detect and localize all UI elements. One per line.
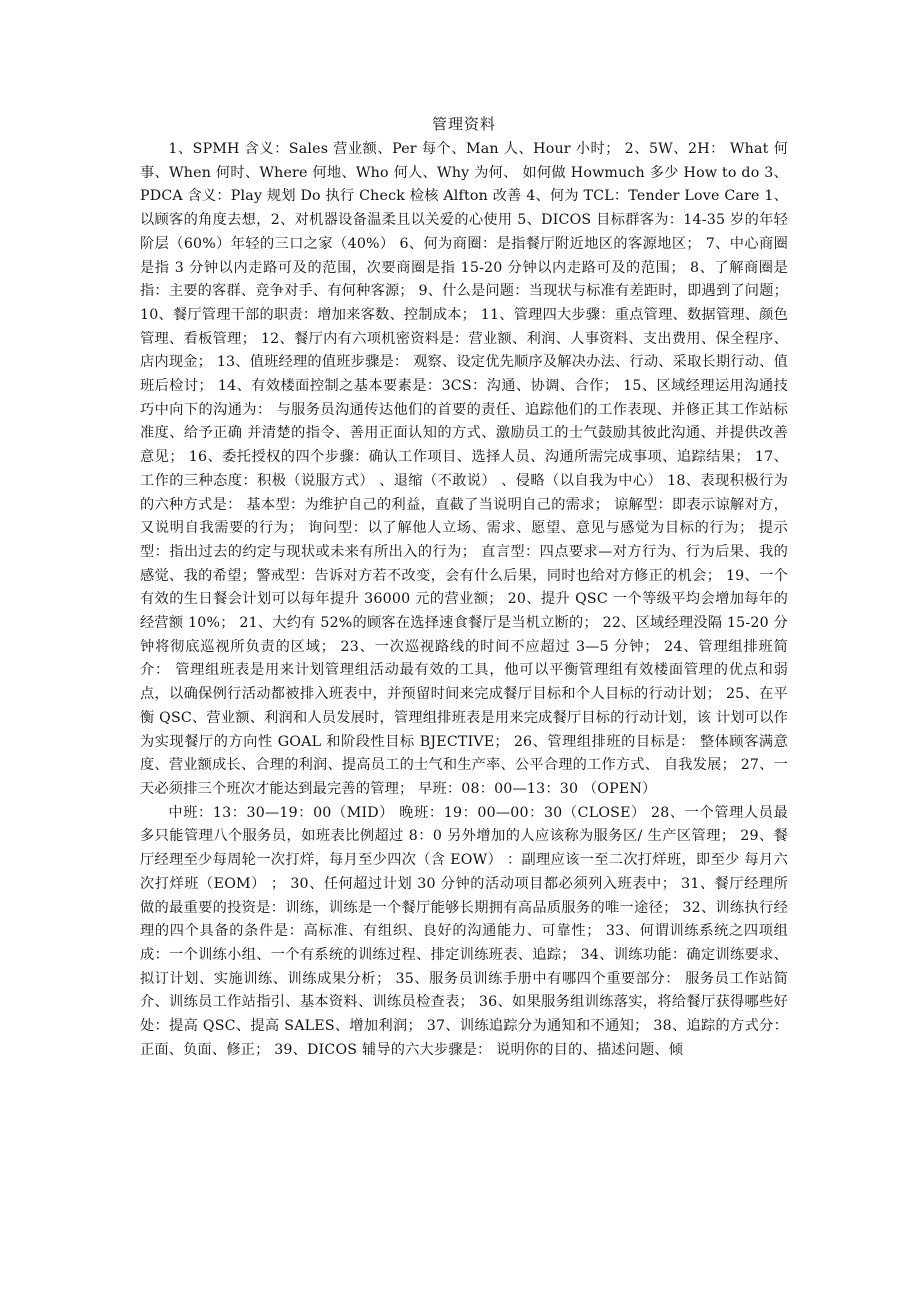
- document-title: 管理资料: [431, 115, 496, 133]
- body-paragraph: 中班：13：30—19：00（MID） 晚班：19：00—00：30（CLOSE） 28、一个管理人员最多只能管理八个服务员，如班表比例超过 8：0 另外增加的人应该称为服务区/ 生产区管理； 29、餐厅经理至少每周轮一次打烊，每月至少四次（含 EOW） ：副理应该一至二次打烊班，即至少 每月六次打烊班（EOM） ； 30、任何超过计划 30 分钟的活动项目都必须列入班表中； 31、餐厅经理所做的最重要的投资是：训练，训练是一个餐厅能够长期拥有高品质服务的唯一途径； 32、训练执行经理的四个具备的条件是：高标准、有组织、良好的沟通能力、可靠性； 33、何谓训练系统之四项组成：一个训练小组、一个有系统的训练过程、排定训练班表、追踪； 34、训练功能：确定训练要求、拟订计划、实施训练、训练成果分析； 35、服务员训练手册中有哪四个重要部分： 服务员工作站简介、训练员工作站指引、基本资料、训练员检查表； 36、如果服务组训练落实，将给餐厅获得哪些好处：提高 QSC、提高 SALES、增加利润； 37、训练追踪分为通知和不通知； 38、追踪的方式分：正面、负面、修正； 39、DICOS 辅导的六大步骤是： 说明你的目的、描述问题、倾: [140, 804, 788, 1058]
- document-page: [140, 112, 788, 1062]
- body-paragraph: 1、SPMH 含义：Sales 营业额、Per 每个、Man 人、Hour 小时； 2、5W、2H： What 何事、When 何时、Where 何地、Who 何人、Why 为何、 如何做 Howmuch 多少 How to do 3、PDCA 含义：Play 规划 Do 执行 Check 检核 Alfton 改善 4、何为 TCL：Tender Love Care 1、以顾客的角度去想，2、对机器设备温柔且以关爱的心使用 5、DICOS 目标群客为：14-35 岁的年轻阶层（60%）年轻的三口之家（40%） 6、何为商圈：是指餐厅附近地区的客源地区； 7、中心商圈是指 3 分钟以内走路可及的范围，次要商圈是指 15-20 分钟以内走路可及的范围； 8、了解商圈是指：主要的客群、竞争对手、有何种客源； 9、什么是问题：当现状与标准有差距时，即遇到了问题； 10、餐厅管理干部的职责：增加来客数、控制成本； 11、管理四大步骤：重点管理、数据管理、颜色管理、看板管理； 12、餐厅内有六项机密资料是：营业额、利润、人事资料、支出费用、保全程序、店内现金； 13、值班经理的值班步骤是： 观察、设定优先顺序及解决办法、行动、采取长期行动、值班后检讨； 14、有效楼面控制之基本要素是：3CS：沟通、协调、合作； 15、区域经理运用沟通技巧中向下的沟通为： 与服务员沟通传达他们的首要的责任、追踪他们的工作表现、并修正其工作站标准度、给予正确 并清楚的指令、善用正面认知的方式、激励员工的士气鼓励其彼此沟通、并提供改善意见； 16、委托授权的四个步骤：确认工作项目、选择人员、沟通所需完成事项、追踪结果； 17、工作的三种态度：积极（说服方式） 、退缩（不敢说） 、侵略（以自我为中心） 18、表现积极行为的六种方式是： 基本型：为维护自己的利益，直截了当说明自己的需求； 谅解型：即表示谅解对方，又说明自我需要的行为； 询问型：以了解他人立场、需求、愿望、意见与感觉为目标的行为； 提示型：指出过去的约定与现状或未来有所出入的行为； 直言型：四点要求—对方行为、行为后果、我的感觉、我的希望；警戒型：告诉对方若不改变，会有什么后果，同时也给对方修正的机会； 19、一个有效的生日餐会计划可以每年提升 36000 元的营业额； 20、提升 QSC 一个等级平均会增加每年的经营额 10%； 21、大约有 52%的顾客在选择速食餐厅是当机立断的； 22、区域经理没隔 15-20 分钟将彻底巡视所负责的区域； 23、一次巡视路线的时间不应超过 3—5 分钟； 24、管理组排班简介： 管理组班表是用来计划管理组活动最有效的工具，他可以平衡管理组有效楼面管理的优点和弱 点，以确保例行活动都被排入班表中，并预留时间来完成餐厅目标和个人目标的行动计划； 25、在平衡 QSC、营业额、利润和人员发展时，管理组排班表是用来完成餐厅目标的行动计划，该 计划可以作为实现餐厅的方向性 GOAL 和阶段性目标 BJECTIVE； 26、管理组排班的目标是： 整体顾客满意度、营业额成长、合理的利润、提高员工的士气和生产率、公平合理的工作方式、 自我发展； 27、一天必须排三个班次才能达到最完善的管理； 早班：08：00—13：30 （OPEN）: [140, 141, 788, 797]
